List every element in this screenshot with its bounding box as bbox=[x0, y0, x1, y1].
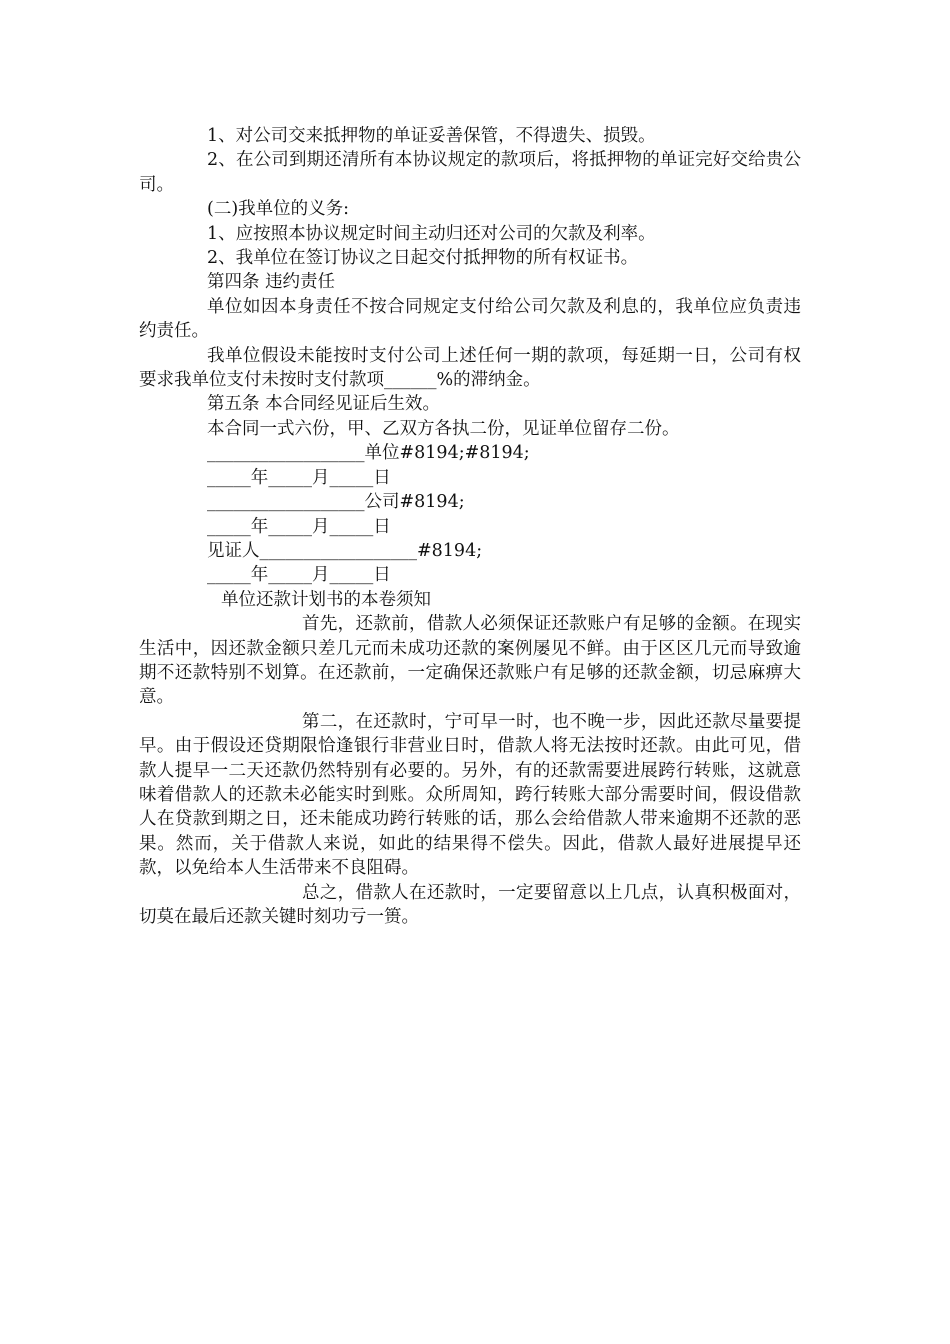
signature-company-line: __________________公司#8194; bbox=[207, 492, 465, 513]
date-line-witness: _____年_____月_____日 bbox=[207, 565, 391, 586]
date-line-unit: _____年_____月_____日 bbox=[207, 467, 391, 488]
clause-our-obligation-1: 1、应按照本协议规定时间主动归还对公司的欠款及利率。 bbox=[207, 223, 656, 244]
clause-obligation-1: 1、对公司交来抵押物的单证妥善保管，不得遗失、损毁。 bbox=[207, 126, 656, 146]
section-heading-our-obligations: (二)我单位的义务: bbox=[207, 199, 350, 220]
copies-statement: 本合同一式六份，甲、乙双方各执二份，见证单位留存二份。 bbox=[207, 418, 680, 439]
article-4-heading: 第四条 违约责任 bbox=[207, 272, 336, 293]
notes-paragraph-2: 第二，在还款时，宁可早一时，也不晚一步，因此还款尽量要提早。由于假设还贷期限恰逢银行非营业日时，借款人将无法按时还款。由此可见，借款人提早一二天还款仍然特别有必要的。另外，有的还款需要进展跨行转账，这就意味着借款人的还款未必能实时到账。众所周知，跨行转账大部分需要时间，假设借款人在贷款到期之日，还未能成功跨行转账的话，那么会给借款人带来逾期不还款的恶果。然而，关于借款人来说，如此的结果得不偿失。因此，借款人最好进展提早还款，以免给本人生活带来不良阻碍。 bbox=[139, 711, 801, 879]
article-4-text-2: 我单位假设未能按时支付公司上述任何一期的款项，每延期一日，公司有权要求我单位支付未按时支付款项______%的滞纳金。 bbox=[139, 345, 801, 391]
article-4-text-1: 单位如因本身责任不按合同规定支付给公司欠款及利息的，我单位应负责违约责任。 bbox=[139, 296, 801, 342]
notes-paragraph-3: 总之，借款人在还款时，一定要留意以上几点，认真积极面对，切莫在最后还款关键时刻功亏一篑。 bbox=[139, 882, 801, 927]
signature-unit-line: __________________单位#8194;#8194; bbox=[207, 443, 530, 464]
document-body bbox=[139, 124, 801, 929]
signature-witness-line: 见证人__________________#8194; bbox=[207, 540, 483, 561]
date-line-company: _____年_____月_____日 bbox=[207, 516, 391, 537]
article-5-heading: 第五条 本合同经见证后生效。 bbox=[207, 394, 441, 415]
clause-obligation-2: 2、在公司到期还清所有本协议规定的款项后，将抵押物的单证完好交给贵公司。 bbox=[139, 150, 801, 195]
notes-title: 单位还款计划书的本卷须知 bbox=[221, 589, 431, 610]
clause-our-obligation-2: 2、我单位在签订协议之日起交付抵押物的所有权证书。 bbox=[207, 248, 639, 269]
notes-paragraph-1: 首先，还款前，借款人必须保证还款账户有足够的金额。在现实生活中，因还款金额只差几元而未成功还款的案例屡见不鲜。由于区区几元而导致逾期不还款特别不划算。在还款前，一定确保还款账户有足够的还款金额，切忌麻痹大意。 bbox=[139, 614, 801, 708]
